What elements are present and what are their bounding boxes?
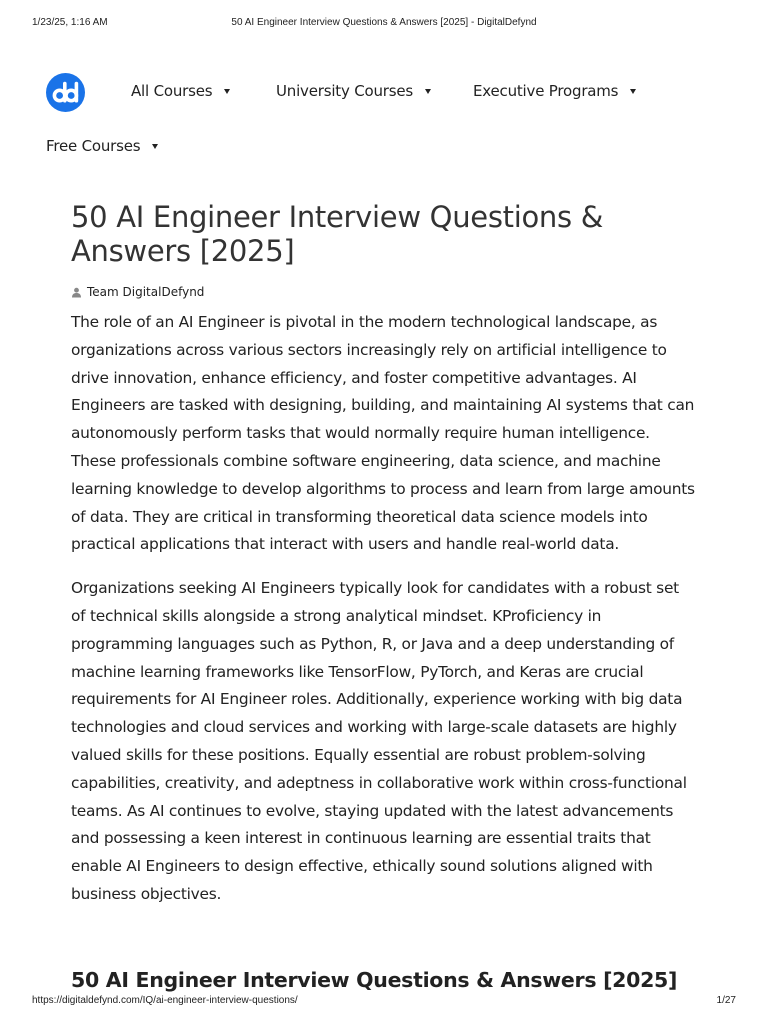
nav-university-courses-label: University Courses — [276, 82, 414, 100]
article-paragraph: The role of an AI Engineer is pivotal in the modern technological landscape, as organizations across various sectors increasingly rely on artificial intelligence to drive innovation, enhance efficiency, and foster competitive advantages. AI Engineers are tasked with designing, building, and maintaining AI systems that can autonomously perform tasks that would normally require human intelligence. These professionals combine software engineering, data science, and machine learning knowledge to develop algorithms to process and learn from large amounts of data. They are critical in transforming theoretical data science models into practical applications that interact with users and handle real-world data. — [71, 313, 695, 554]
person-icon — [71, 287, 82, 298]
caret-down-icon — [152, 144, 158, 149]
nav-executive-programs-label: Executive Programs — [473, 82, 619, 100]
nav-university-courses[interactable] — [276, 82, 431, 100]
article-paragraph: Organizations seeking AI Engineers typically look for candidates with a robust set of technical skills alongside a strong analytical mindset. KProficiency in programming languages such as Python, R, or Java and a deep understanding of machine learning frameworks like TensorFlow, PyTorch, and Keras are crucial requirements for AI Engineer roles. Additionally, experience working with big data technologies and cloud services and working with large-scale datasets are highly valued skills for these positions. Equally essential are robust problem-solving capabilities, creativity, and adeptness in collaborative work within cross-functional teams. As AI continues to evolve, staying updated with the latest advancements and possessing a keen interest in continuous learning are essential traits that enable AI Engineers to design effective, ethically sound solutions aligned with business objectives. — [71, 579, 687, 903]
nav-free-courses[interactable] — [46, 137, 158, 155]
article — [71, 200, 696, 992]
nav-all-courses-label: All Courses — [131, 82, 213, 100]
print-url: https://digitaldefynd.com/IQ/ai-engineer-interview-questions/ — [32, 995, 298, 1006]
section-heading: 50 AI Engineer Interview Questions & Answers [2025] — [71, 967, 678, 992]
print-header — [32, 17, 736, 31]
caret-down-icon — [224, 89, 230, 94]
article-author — [71, 285, 696, 299]
author-link[interactable]: Team DigitalDefynd — [87, 285, 205, 299]
nav-all-courses[interactable] — [131, 82, 230, 100]
print-document-title: 50 AI Engineer Interview Questions & Answers [2025] - DigitalDefynd — [231, 17, 537, 28]
print-page-number: 1/27 — [716, 995, 736, 1006]
caret-down-icon — [630, 89, 636, 94]
caret-down-icon — [425, 89, 431, 94]
print-datetime: 1/23/25, 1:16 AM — [32, 17, 108, 28]
nav-free-courses-label: Free Courses — [46, 137, 141, 155]
digitaldefynd-logo-icon[interactable] — [46, 73, 85, 112]
article-title: 50 AI Engineer Interview Questions & Answers [2025] — [71, 200, 604, 268]
nav-executive-programs[interactable] — [473, 82, 636, 100]
